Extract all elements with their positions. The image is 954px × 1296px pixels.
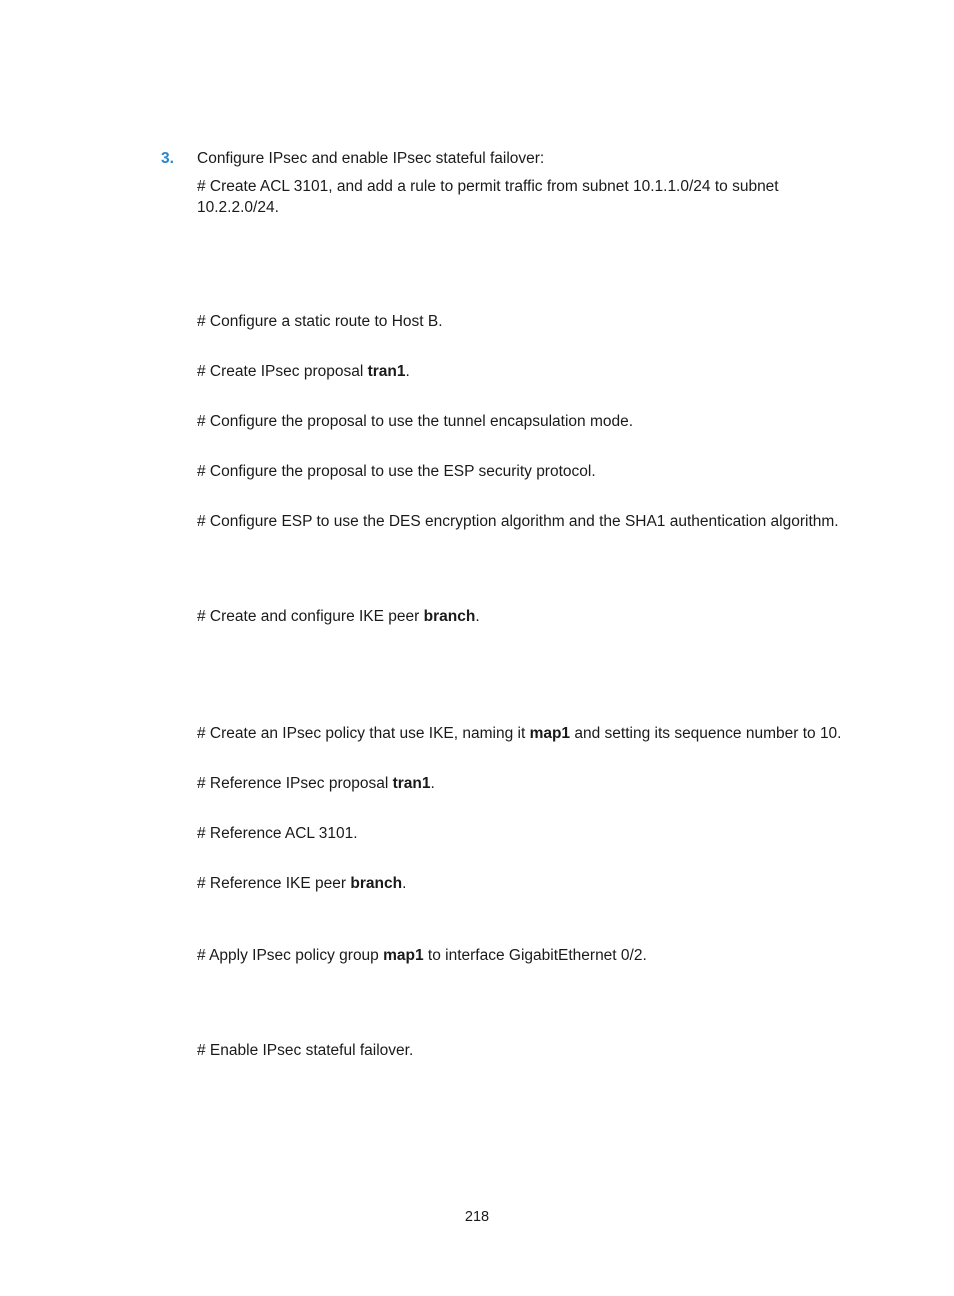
page-number: 218: [464, 1209, 490, 1225]
step-number: 3.: [161, 150, 174, 167]
create-proposal-instruction: [197, 361, 410, 382]
ipsec-policy-end: and setting its sequence number to 10.: [570, 725, 842, 742]
acl-instruction-line-2: 10.2.2.0/24.: [197, 199, 279, 216]
reference-ike-peer-name: branch: [350, 875, 403, 892]
policy-name: map1: [529, 725, 571, 742]
create-proposal-end: .: [405, 363, 410, 380]
esp-algorithms-instruction: # Configure ESP to use the DES encryption algorithm and the SHA1 authentication algorithm.: [197, 513, 839, 530]
stateful-failover-instruction: # Enable IPsec stateful failover.: [197, 1042, 414, 1059]
ike-peer-end: .: [475, 608, 480, 625]
apply-policy-instruction: [197, 945, 647, 966]
reference-proposal-text: # Reference IPsec proposal: [197, 775, 393, 792]
apply-policy-text: # Apply IPsec policy group: [197, 947, 384, 964]
step-title: Configure IPsec and enable IPsec stateful failover:: [197, 150, 545, 167]
reference-proposal-name: tran1: [392, 775, 431, 792]
ike-peer-name: branch: [423, 608, 476, 625]
tunnel-mode-instruction: # Configure the proposal to use the tunnel encapsulation mode.: [197, 413, 634, 430]
reference-acl-instruction: # Reference ACL 3101.: [197, 825, 358, 842]
reference-proposal-instruction: [197, 773, 435, 794]
reference-ike-peer-instruction: [197, 873, 406, 894]
static-route-instruction: # Configure a static route to Host B.: [197, 313, 443, 330]
ike-peer-text: # Create and configure IKE peer: [197, 608, 424, 625]
ipsec-policy-instruction: [197, 723, 842, 744]
reference-ike-peer-text: # Reference IKE peer: [197, 875, 351, 892]
ipsec-policy-text: # Create an IPsec policy that use IKE, naming it: [197, 725, 530, 742]
apply-policy-end: to interface GigabitEthernet 0/2.: [423, 947, 647, 964]
proposal-name: tran1: [367, 363, 406, 380]
reference-ike-peer-end: .: [402, 875, 407, 892]
apply-policy-name: map1: [383, 947, 424, 964]
acl-instruction-line-1: # Create ACL 3101, and add a rule to permit traffic from subnet 10.1.1.0/24 to subnet: [197, 178, 779, 195]
esp-protocol-instruction: # Configure the proposal to use the ESP security protocol.: [197, 463, 596, 480]
ike-peer-instruction: [197, 606, 480, 627]
create-proposal-text: # Create IPsec proposal: [197, 363, 368, 380]
reference-proposal-end: .: [430, 775, 435, 792]
